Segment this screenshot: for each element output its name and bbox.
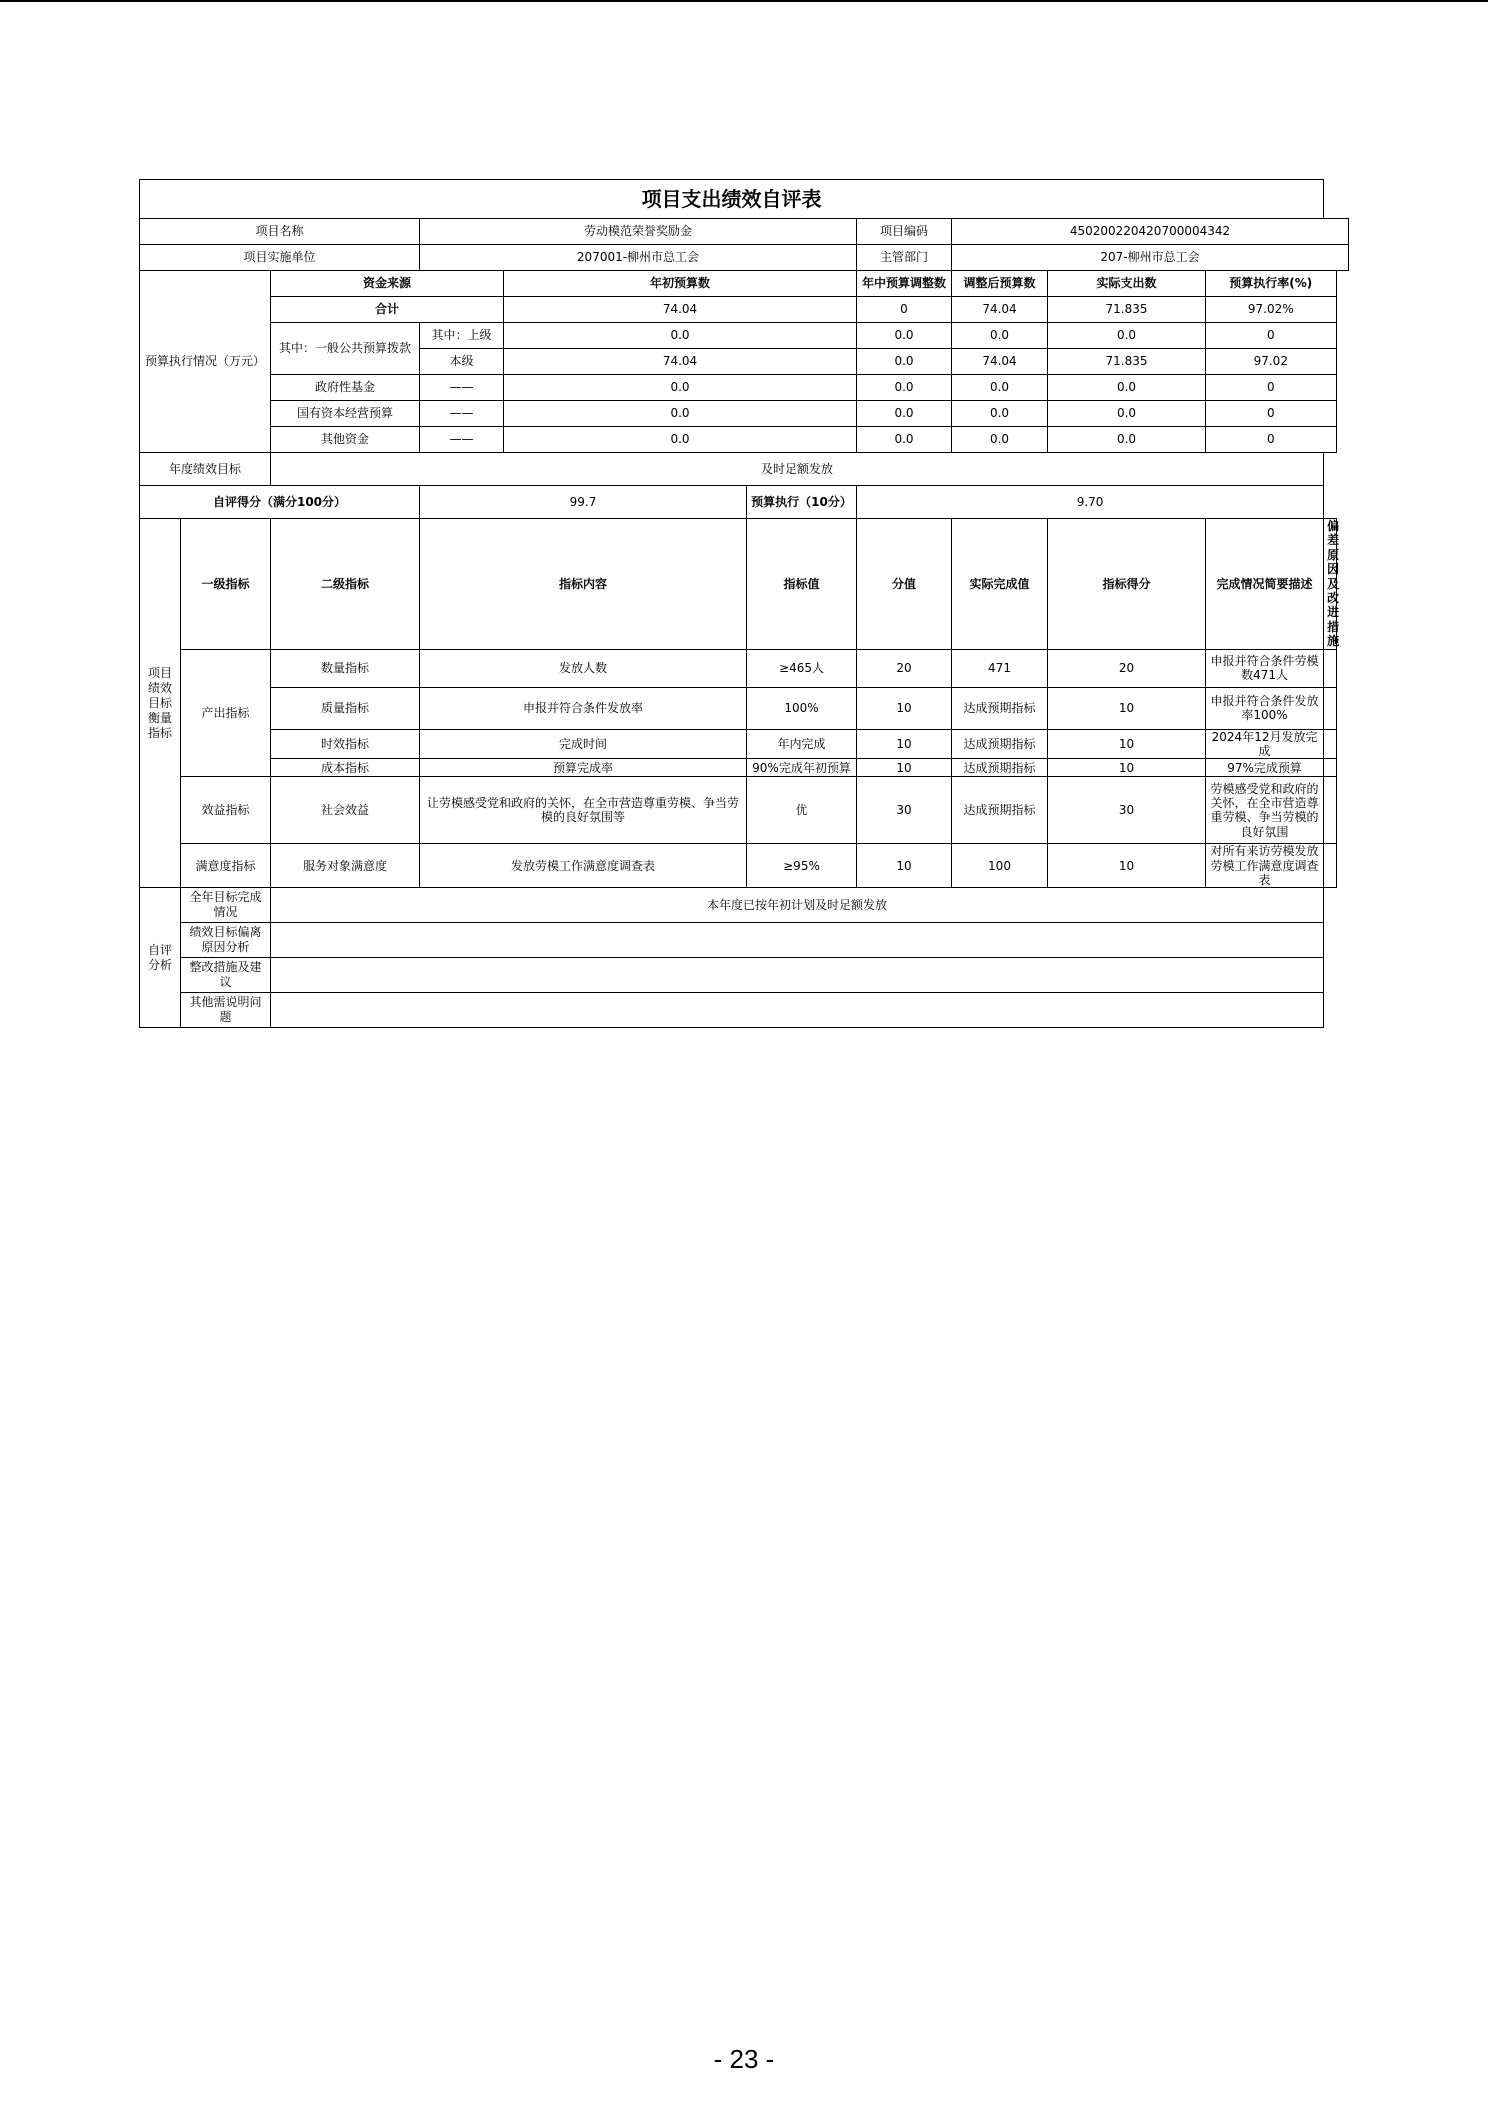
table-title: 项目支出绩效自评表 [140, 180, 1324, 219]
indicator-actual: 达成预期指标 [952, 687, 1048, 729]
indicator-target: 90%完成年初预算 [747, 759, 857, 777]
indicator-score: 30 [1048, 777, 1206, 844]
project-name-value: 劳动模范荣誉奖励金 [420, 219, 857, 245]
analysis-measures-label: 整改措施及建议 [181, 958, 271, 993]
impl-unit-label: 项目实施单位 [140, 245, 420, 271]
indicator-output-label: 产出指标 [181, 649, 271, 777]
budget-header-actual: 实际支出数 [1048, 271, 1206, 297]
budget-state-actual: 0.0 [1048, 401, 1206, 427]
indicator-actual: 100 [952, 844, 1048, 888]
indicator-score: 10 [1048, 759, 1206, 777]
budget-total-adjust: 0 [857, 297, 952, 323]
page-number: - 23 - [713, 2044, 775, 2074]
indicator-score: 10 [1048, 729, 1206, 759]
budget-header-adjusted: 调整后预算数 [952, 271, 1048, 297]
budget-other-dash: —— [420, 427, 504, 453]
budget-header-adjust: 年中预算调整数 [857, 271, 952, 297]
budget-upper-rate: 0 [1206, 323, 1337, 349]
budget-local-adjust: 0.0 [857, 349, 952, 375]
budget-fund-actual: 0.0 [1048, 375, 1206, 401]
budget-total-actual: 71.835 [1048, 297, 1206, 323]
budget-local-rate: 97.02 [1206, 349, 1337, 375]
indicator-weight: 10 [857, 729, 952, 759]
budget-local-actual: 71.835 [1048, 349, 1206, 375]
indicator-header-actual: 实际完成值 [952, 519, 1048, 650]
indicator-deviation [1324, 729, 1336, 759]
indicator-section-label: 项目绩效目标衡量指标 [140, 519, 181, 888]
budget-fund-label: 政府性基金 [271, 375, 420, 401]
budget-total-rate: 97.02% [1206, 297, 1337, 323]
table-row [140, 649, 1349, 687]
indicator-benefit-label: 效益指标 [181, 777, 271, 844]
budget-state-initial: 0.0 [504, 401, 857, 427]
indicator-header-level1: 一级指标 [181, 519, 271, 650]
self-score-value: 99.7 [420, 486, 747, 519]
analysis-other-value [271, 993, 1324, 1028]
indicator-header-score: 指标得分 [1048, 519, 1206, 650]
indicator-level2: 数量指标 [271, 649, 420, 687]
budget-fund-adjust: 0.0 [857, 375, 952, 401]
budget-row-fund [140, 375, 1349, 401]
indicator-score: 10 [1048, 844, 1206, 888]
indicator-target: 年内完成 [747, 729, 857, 759]
budget-state-label: 国有资本经营预算 [271, 401, 420, 427]
table-row [140, 844, 1349, 888]
annual-goal-label: 年度绩效目标 [140, 453, 271, 486]
budget-state-rate: 0 [1206, 401, 1337, 427]
analysis-completion-label: 全年目标完成情况 [181, 888, 271, 923]
indicator-deviation [1324, 777, 1336, 844]
budget-total-initial: 74.04 [504, 297, 857, 323]
table-row [140, 759, 1349, 777]
budget-other-rate: 0 [1206, 427, 1337, 453]
indicator-actual: 471 [952, 649, 1048, 687]
budget-upper-initial: 0.0 [504, 323, 857, 349]
budget-exec-label: 预算执行（10分） [747, 486, 857, 519]
indicator-desc: 97%完成预算 [1206, 759, 1324, 777]
indicator-deviation [1324, 687, 1336, 729]
indicator-actual: 达成预期指标 [952, 777, 1048, 844]
budget-state-dash: —— [420, 401, 504, 427]
dept-label: 主管部门 [857, 245, 952, 271]
indicator-weight: 10 [857, 687, 952, 729]
budget-total-adjusted: 74.04 [952, 297, 1048, 323]
indicator-level2: 质量指标 [271, 687, 420, 729]
indicator-desc: 2024年12月发放完成 [1206, 729, 1324, 759]
budget-header-source: 资金来源 [271, 271, 504, 297]
dept-value: 207-柳州市总工会 [952, 245, 1349, 271]
project-name-label: 项目名称 [140, 219, 420, 245]
indicator-header-content: 指标内容 [420, 519, 747, 650]
indicator-header-deviation: 偏差原因及改进措施 [1324, 519, 1336, 650]
impl-unit-value: 207001-柳州市总工会 [420, 245, 857, 271]
indicator-weight: 10 [857, 759, 952, 777]
budget-general-label: 其中：一般公共预算拨款 [271, 323, 420, 375]
table-row [140, 687, 1349, 729]
indicator-header-target: 指标值 [747, 519, 857, 650]
analysis-completion-value: 本年度已按年初计划及时足额发放 [271, 888, 1324, 923]
budget-fund-initial: 0.0 [504, 375, 857, 401]
budget-header-rate: 预算执行率(%) [1206, 271, 1337, 297]
budget-fund-dash: —— [420, 375, 504, 401]
indicator-actual: 达成预期指标 [952, 759, 1048, 777]
analysis-other-label: 其他需说明问题 [181, 993, 271, 1028]
indicator-header-desc: 完成情况简要描述 [1206, 519, 1324, 650]
indicator-target: ≥465人 [747, 649, 857, 687]
budget-fund-adjusted: 0.0 [952, 375, 1048, 401]
budget-other-initial: 0.0 [504, 427, 857, 453]
indicator-target: 优 [747, 777, 857, 844]
indicator-deviation [1324, 759, 1336, 777]
project-code-label: 项目编码 [857, 219, 952, 245]
analysis-measures-value [271, 958, 1324, 993]
indicator-content: 让劳模感受党和政府的关怀，在全市营造尊重劳模、争当劳模的良好氛围等 [420, 777, 747, 844]
budget-other-actual: 0.0 [1048, 427, 1206, 453]
indicator-level2: 成本指标 [271, 759, 420, 777]
indicator-deviation [1324, 844, 1336, 888]
indicator-content: 申报并符合条件发放率 [420, 687, 747, 729]
indicator-weight: 10 [857, 844, 952, 888]
indicator-target: 100% [747, 687, 857, 729]
budget-local-label: 本级 [420, 349, 504, 375]
performance-sheet [139, 179, 1349, 1028]
top-border-line [0, 0, 1488, 2]
budget-exec-score: 9.70 [857, 486, 1324, 519]
budget-row-state [140, 401, 1349, 427]
indicator-content: 发放人数 [420, 649, 747, 687]
budget-row-upper [140, 323, 1349, 349]
indicator-desc: 劳模感受党和政府的关怀，在全市营造尊重劳模、争当劳模的良好氛围 [1206, 777, 1324, 844]
indicator-desc: 申报并符合条件发放率100% [1206, 687, 1324, 729]
indicator-score: 10 [1048, 687, 1206, 729]
indicator-score: 20 [1048, 649, 1206, 687]
indicator-satisfaction-label: 满意度指标 [181, 844, 271, 888]
indicator-deviation [1324, 649, 1336, 687]
indicator-desc: 对所有来访劳模发放劳模工作满意度调查表 [1206, 844, 1324, 888]
budget-local-adjusted: 74.04 [952, 349, 1048, 375]
table-row [140, 729, 1349, 759]
performance-self-evaluation-table [139, 179, 1349, 1028]
budget-other-adjust: 0.0 [857, 427, 952, 453]
indicator-weight: 30 [857, 777, 952, 844]
annual-goal-value: 及时足额发放 [271, 453, 1324, 486]
budget-state-adjust: 0.0 [857, 401, 952, 427]
project-code-value: 450200220420700004342 [952, 219, 1349, 245]
indicator-level2: 社会效益 [271, 777, 420, 844]
budget-other-label: 其他资金 [271, 427, 420, 453]
analysis-section-label: 自评分析 [140, 888, 181, 1028]
indicator-level2: 时效指标 [271, 729, 420, 759]
indicator-header-weight: 分值 [857, 519, 952, 650]
budget-row-other [140, 427, 1349, 453]
indicator-weight: 20 [857, 649, 952, 687]
budget-upper-actual: 0.0 [1048, 323, 1206, 349]
indicator-content: 发放劳模工作满意度调查表 [420, 844, 747, 888]
budget-header-initial: 年初预算数 [504, 271, 857, 297]
analysis-deviation-value [271, 923, 1324, 958]
indicator-header-level2: 二级指标 [271, 519, 420, 650]
table-row [140, 777, 1349, 844]
budget-fund-rate: 0 [1206, 375, 1337, 401]
budget-section-label: 预算执行情况（万元） [140, 271, 271, 453]
analysis-deviation-label: 绩效目标偏离原因分析 [181, 923, 271, 958]
budget-row-total [140, 297, 1349, 323]
budget-state-adjusted: 0.0 [952, 401, 1048, 427]
budget-upper-adjust: 0.0 [857, 323, 952, 349]
budget-other-adjusted: 0.0 [952, 427, 1048, 453]
indicator-target: ≥95% [747, 844, 857, 888]
budget-total-label: 合计 [271, 297, 504, 323]
indicator-desc: 申报并符合条件劳模数471人 [1206, 649, 1324, 687]
indicator-actual: 达成预期指标 [952, 729, 1048, 759]
indicator-content: 预算完成率 [420, 759, 747, 777]
budget-upper-adjusted: 0.0 [952, 323, 1048, 349]
indicator-level2: 服务对象满意度 [271, 844, 420, 888]
indicator-content: 完成时间 [420, 729, 747, 759]
budget-local-initial: 74.04 [504, 349, 857, 375]
budget-upper-label: 其中：上级 [420, 323, 504, 349]
self-score-label: 自评得分（满分100分） [140, 486, 420, 519]
